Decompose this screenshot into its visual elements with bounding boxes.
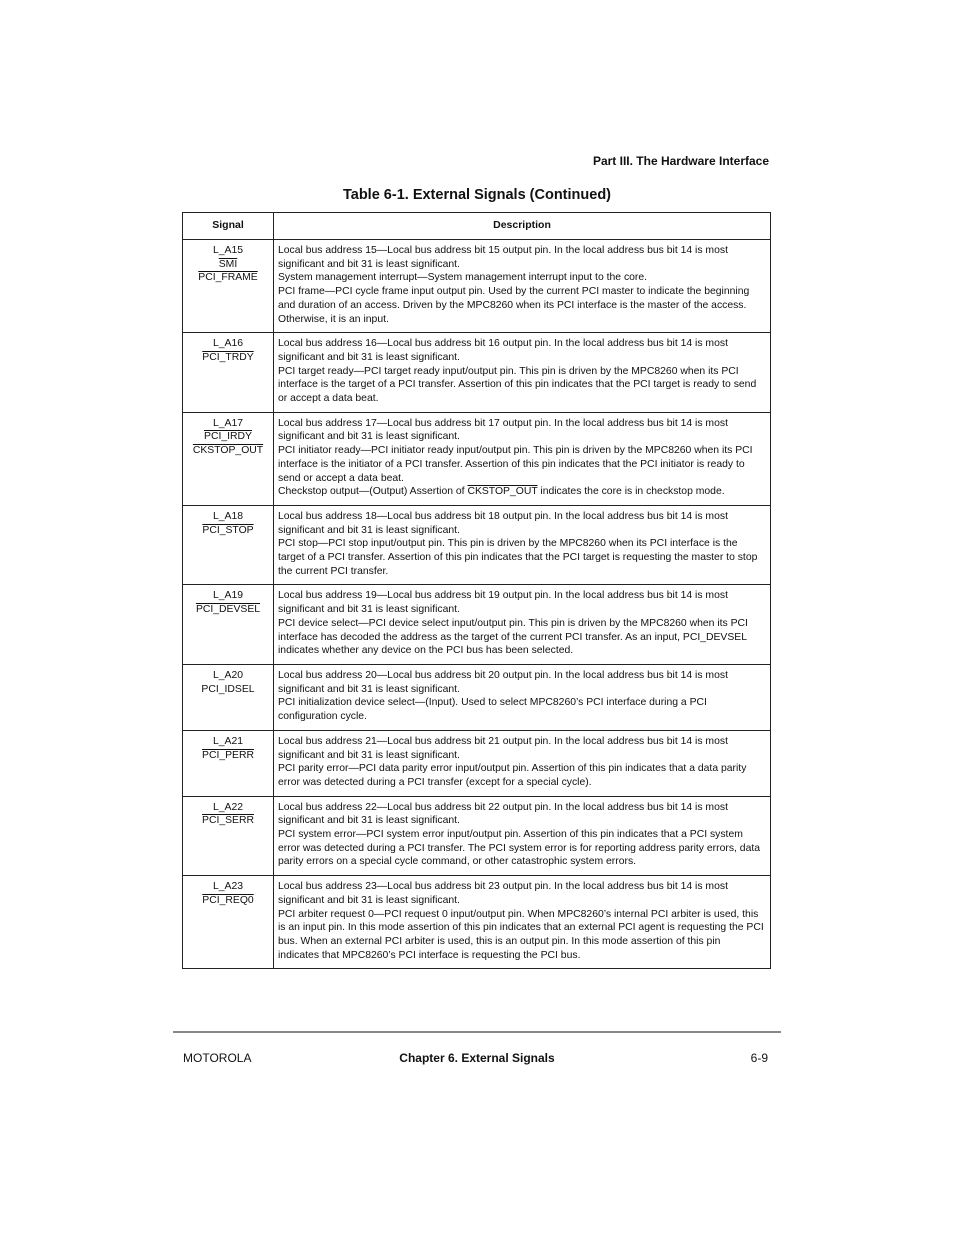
description-paragraph: Local bus address 22—Local bus address bit 22 output pin. In the local address bus bit 14 is most significant and bit 31 is least significant. (278, 801, 728, 827)
table-header-row (183, 213, 771, 240)
signal-cell (183, 796, 274, 876)
running-header: Part III. The Hardware Interface (592, 154, 769, 168)
table-row (183, 876, 771, 969)
signal-name: L_A21 (212, 735, 244, 747)
description-paragraph: System management interrupt—System management interrupt input to the core. (278, 272, 648, 284)
description-cell (274, 876, 771, 969)
description-paragraph: PCI parity error—PCI data parity error input/output pin. Assertion of this pin indicates that a data parity error was detected during a PCI transfer (except for a special cycle). (278, 763, 747, 788)
description-cell (274, 240, 771, 333)
signal-name: PCI_IRDY (204, 431, 252, 443)
table-row (183, 664, 771, 730)
table-row (183, 796, 771, 876)
signal-name: L_A22 (212, 801, 244, 813)
signal-name: PCI_FRAME (198, 272, 258, 284)
description-paragraph: Local bus address 23—Local bus address bit 23 output pin. In the local address bus bit 14 is most significant and bit 31 is least significant. (278, 881, 728, 906)
signal-name: PCI_SERR (202, 815, 254, 827)
signal-cell (183, 585, 274, 665)
description-paragraph: Local bus address 17—Local bus address bit 17 output pin. In the local address bus bit 14 is most significant and bit 31 is least significant. (278, 417, 728, 443)
table-row (183, 412, 771, 505)
signal-name: L_A17 (212, 417, 244, 429)
description-paragraph: Local bus address 20—Local bus address bit 20 output pin. In the local address bus bit 14 is most significant and bit 31 is least significant. (278, 669, 728, 695)
description-cell (274, 585, 771, 665)
description-paragraph: PCI stop—PCI stop input/output pin. This pin is driven by the MPC8260 when its PCI interface is the target of a PCI transfer. Assertion of this pin indicates that the PCI target is requesting the master to stop the current PCI transfer. (278, 538, 758, 577)
signal-name: L_A15 (212, 245, 244, 256)
description-paragraph: PCI device select—PCI device select input/output pin. This pin is driven by the MPC8260 when its PCI interface has decoded the address as the target of the current PCI transfer. As an input, PCI_DEVSEL indicates whether any device on the PCI bus has been selected. (278, 617, 748, 657)
inline-signal-name: CKSTOP_OUT (467, 486, 538, 498)
description-paragraph: Local bus address 19—Local bus address bit 19 output pin. In the local address bus bit 14 is most significant and bit 31 is least significant. (278, 590, 728, 616)
description-paragraph: Local bus address 16—Local bus address bit 16 output pin. In the local address bus bit 14 is most significant and bit 31 is least significant. (278, 338, 728, 363)
signal-cell (183, 664, 274, 730)
description-paragraph: Local bus address 21—Local bus address bit 21 output pin. In the local address bus bit 14 is most significant and bit 31 is least significant. (278, 735, 728, 761)
signal-name: $\overline{SMI}$ (218, 258, 238, 270)
signal-cell (183, 730, 274, 796)
signal-name: PCI_TRDY (202, 351, 254, 363)
table-row (183, 505, 771, 585)
signal-name: L_A16 (212, 338, 244, 350)
footer-page-number: 6-9 (750, 1051, 768, 1065)
description-cell (274, 664, 771, 730)
table-row (183, 585, 771, 665)
footer-divider (173, 1031, 781, 1033)
table-body (183, 240, 771, 969)
table-row (183, 240, 771, 333)
signal-name: L_A20 (212, 669, 244, 681)
description-paragraph: Local bus address 18—Local bus address bit 18 output pin. In the local address bus bit 14 is most significant and bit 31 is least significant. (278, 510, 728, 536)
signal-cell (183, 333, 274, 413)
signal-cell (183, 876, 274, 969)
footer-chapter: Chapter 6. External Signals (399, 1051, 555, 1065)
description-paragraph: PCI arbiter request 0—PCI request 0 input/output pin. When MPC8260’s internal PCI arbiter is used, this is an input pin. In this mode assertion of this pin indicates that an external PCI agent is requesting the PCI bus. When an external PCI arbiter is used, this is an output pin. In this mode assertion of this pin indicates that MPC8260’s PCI interface is requesting the PCI bus. (278, 908, 764, 961)
description-cell (274, 796, 771, 876)
description-cell (274, 505, 771, 585)
description-paragraph: PCI initiator ready—PCI initiator ready input/output pin. This pin is driven by the MPC8260 when its PCI interface is the initiator of a PCI transfer. Assertion of this pin indicates that the PCI initiator is ready to send or accept a data beat. (278, 445, 753, 484)
signal-cell (183, 240, 274, 333)
signal-name: L_A18 (212, 510, 244, 522)
description-paragraph: Local bus address 15—Local bus address bit 15 output pin. In the local address bus bit 14 is most significant and bit 31 is least significant. (278, 245, 728, 270)
table-row (183, 730, 771, 796)
description-paragraph: PCI frame—PCI cycle frame input output pin. Used by the current PCI master to indicate the beginning and duration of an access. Driven by the MPC8260 when its PCI interface is the master of the access. Otherwise, it is an input. (278, 286, 750, 325)
description-cell (274, 412, 771, 505)
signal-name: PCI_DEVSEL (195, 604, 261, 616)
table-row (183, 333, 771, 413)
signal-name: L_A23 (212, 881, 244, 893)
footer-publisher: MOTOROLA (183, 1051, 252, 1065)
signal-cell (183, 505, 274, 585)
description-paragraph: Checkstop output—(Output) Assertion of CKSTOP_OUT indicates the core is in checkstop mode. (278, 486, 725, 498)
signal-name: PCI_REQ0 (202, 894, 254, 906)
description-paragraph: PCI system error—PCI system error input/output pin. Assertion of this pin indicates that a PCI system error was detected during a PCI transfer. The PCI system error is for reporting address parity errors, data parity errors on a special cycle command, or other catastrophic system errors. (278, 829, 761, 868)
signal-name: CKSTOP_OUT (192, 445, 264, 457)
signal-name: PCI_IDSEL (201, 683, 255, 695)
table-title: Table 6-1. External Signals (Continued) (342, 187, 612, 203)
signal-name: PCI_PERR (202, 749, 254, 761)
column-header-description: Description (274, 213, 771, 240)
description-paragraph: PCI initialization device select—(Input). Used to select MPC8260’s PCI interface during a PCI configuration cycle. (278, 697, 707, 723)
description-paragraph: PCI target ready—PCI target ready input/output pin. This pin is driven by the MPC8260 when its PCI interface is the target of a PCI transfer. Assertion of this pin indicates that the PCI target is ready to send or accept a data beat. (278, 365, 757, 405)
column-header-signal: Signal (183, 213, 274, 240)
signal-name: L_A19 (212, 590, 244, 602)
signal-name: PCI_STOP (202, 524, 254, 536)
description-cell (274, 333, 771, 413)
signal-cell (183, 412, 274, 505)
signals-table (182, 212, 771, 969)
description-cell (274, 730, 771, 796)
